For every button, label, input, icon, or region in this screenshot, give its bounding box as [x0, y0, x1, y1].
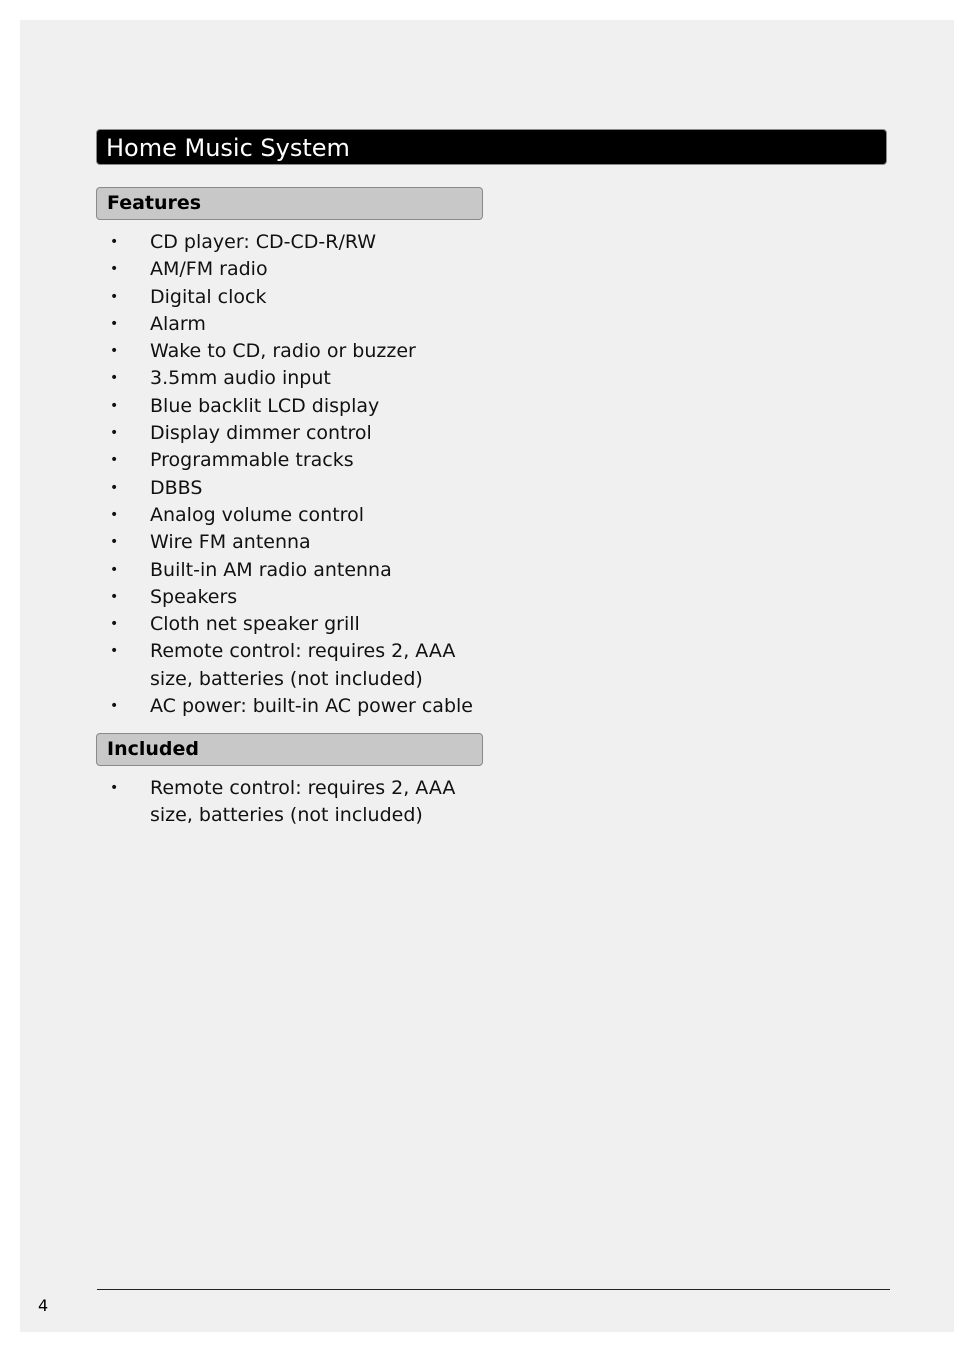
bullet-icon: • [110, 506, 119, 523]
bullet-icon: • [110, 698, 119, 715]
bullet-icon: • [110, 397, 119, 414]
list-item [96, 365, 496, 392]
list-item-text: Wire FM antenna [150, 531, 311, 554]
bullet-icon: • [110, 588, 119, 605]
bullet-icon: • [110, 780, 119, 796]
list-item-text: Blue backlit LCD display [150, 394, 380, 417]
included-heading: Included [96, 733, 483, 766]
list-item-text: Remote control: requires 2, AAA size, batteries (not included) [150, 777, 456, 827]
bullet-icon: • [110, 479, 119, 496]
page-number: 4 [38, 1296, 49, 1315]
included-list [96, 775, 496, 830]
list-item [96, 229, 496, 256]
list-item-text: Analog volume control [150, 503, 364, 526]
list-item-text: Programmable tracks [150, 449, 354, 472]
features-heading: Features [96, 187, 483, 220]
bullet-icon: • [110, 534, 119, 551]
list-item [96, 311, 496, 338]
list-item [96, 557, 496, 584]
list-item-text: Cloth net speaker grill [150, 613, 360, 636]
bullet-icon: • [110, 425, 119, 442]
list-item [96, 611, 496, 638]
list-item-text: Remote control: requires 2, AAA size, batteries (not included) [150, 640, 456, 690]
bullet-icon: • [110, 561, 119, 578]
page-title: Home Music System [96, 129, 887, 165]
list-item-text: AM/FM radio [150, 258, 268, 281]
list-item [96, 393, 496, 420]
list-item-text: Alarm [150, 312, 206, 335]
footer-divider [97, 1289, 890, 1290]
bullet-icon: • [110, 288, 119, 305]
list-item-text: 3.5mm audio input [150, 367, 331, 390]
list-item [96, 693, 496, 720]
list-item-text: Wake to CD, radio or buzzer [150, 340, 416, 363]
bullet-icon: • [110, 616, 119, 633]
bullet-icon: • [110, 643, 119, 660]
bullet-icon: • [110, 315, 119, 332]
list-item [96, 284, 496, 311]
list-item-text: Digital clock [150, 285, 267, 308]
list-item [96, 502, 496, 529]
list-item [96, 338, 496, 365]
bullet-icon: • [110, 452, 119, 469]
list-item [96, 256, 496, 283]
list-item [96, 447, 496, 474]
list-item-text: CD player: CD-CD-R/RW [150, 231, 377, 253]
bullet-icon: • [110, 343, 119, 360]
list-item-text: Speakers [150, 585, 238, 608]
list-item-text: Display dimmer control [150, 422, 372, 445]
list-item-text: Built-in AM radio antenna [150, 558, 392, 581]
features-list [96, 229, 496, 720]
bullet-icon: • [110, 261, 119, 278]
list-item-text: AC power: built-in AC power cable [150, 695, 473, 718]
bullet-icon: • [110, 234, 119, 250]
list-item [96, 584, 496, 611]
list-item [96, 529, 496, 556]
list-item [96, 775, 496, 830]
list-item [96, 638, 496, 693]
list-item [96, 475, 496, 502]
list-item-text: DBBS [150, 476, 203, 499]
list-item [96, 420, 496, 447]
bullet-icon: • [110, 370, 119, 387]
